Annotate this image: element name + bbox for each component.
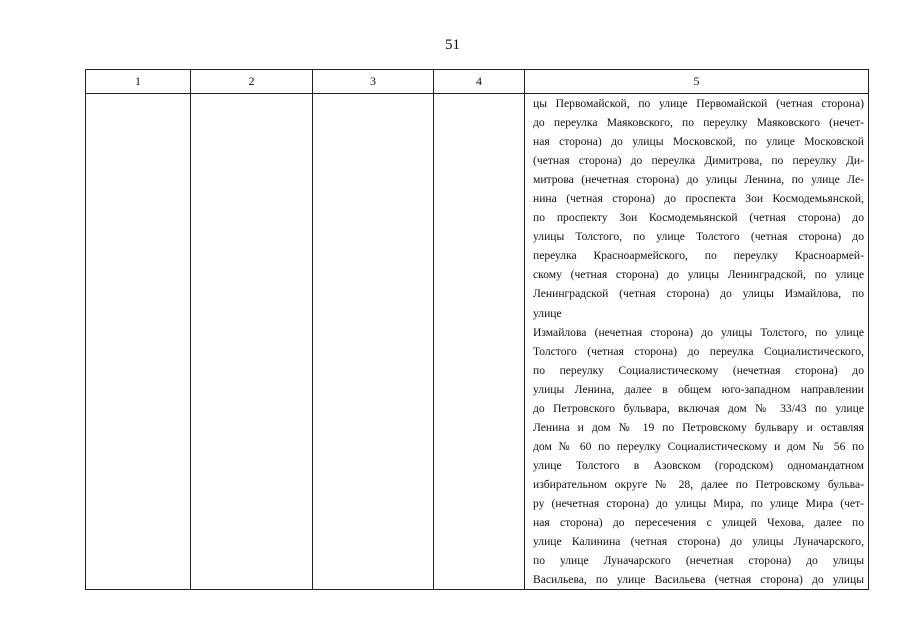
column-header-1: 1 (86, 70, 191, 94)
text-line: ная сторона) до пересечения с улицей Чехова, далее по (533, 516, 864, 530)
text-line: Васильева, по улице Васильева (четная сторона) до улицы (533, 573, 864, 587)
text-line: Толстого (четная сторона) до переулка Социалистического, (533, 344, 864, 358)
text-line: улице (533, 306, 562, 320)
table-cell-col3 (313, 94, 434, 590)
table-cell-col4 (434, 94, 525, 590)
text-line: Измайлова (нечетная сторона) до улицы Толстого, по улице (533, 325, 864, 339)
text-line: нина (четная сторона) до проспекта Зои Космодемьянской, (533, 192, 864, 206)
text-line: по проспекту Зои Космодемьянской (четная сторона) до (533, 211, 864, 225)
text-line: по переулку Социалистическому (нечетная сторона) до (533, 363, 864, 377)
column-header-5: 5 (525, 70, 869, 94)
column-header-4: 4 (434, 70, 525, 94)
table-cell-col5-boundary-description (525, 94, 869, 590)
text-line: избирательном округе № 28, далее по Петровскому бульва- (533, 477, 864, 491)
text-line: цы Первомайской, по улице Первомайской (четная сторона) (533, 97, 864, 110)
text-line: ру (нечетная сторона) до улицы Мира, по улице Мира (чет- (533, 496, 864, 510)
text-line: улицы Толстого, по улице Толстого (четная сторона) до (533, 230, 864, 244)
table-row (86, 94, 869, 590)
page-number: 51 (445, 37, 460, 53)
text-line: переулка Красноармейского, по переулку Красноармей- (533, 249, 864, 263)
text-line: улице Калинина (четная сторона) до улицы Луначарского, (533, 535, 864, 549)
text-line: Ленина и дом № 19 по Петровскому бульвару и оставляя (533, 420, 864, 434)
text-line: до Петровского бульвара, включая дом № 33/43 по улице (533, 401, 864, 415)
district-description-table (85, 69, 869, 590)
table-cell-col1 (86, 94, 191, 590)
table-cell-col2 (191, 94, 313, 590)
text-line: до переулка Маяковского, по переулку Маяковского (нечет- (533, 116, 864, 130)
column-header-2: 2 (191, 70, 313, 94)
table-header-row (86, 70, 869, 94)
text-line: Ленинградской (четная сторона) до улицы Измайлова, по (533, 287, 864, 301)
text-line: ная сторона) до улицы Московской, по улице Московской (533, 135, 864, 149)
text-line: по улице Луначарского (нечетная сторона) до улицы (533, 554, 864, 568)
text-line: улицы Ленина, далее в общем юго-западном направлении (533, 382, 864, 396)
text-line: улице Толстого в Азовском (городском) одномандатном (533, 458, 864, 472)
text-line: (четная сторона) до переулка Димитрова, по переулку Ди- (533, 154, 864, 168)
text-line: дом № 60 по переулку Социалистическому и дом № 56 по (533, 439, 864, 453)
column-header-3: 3 (313, 70, 434, 94)
text-line: скому (четная сторона) до улицы Ленинградской, по улице (533, 268, 864, 282)
text-line: митрова (нечетная сторона) до улицы Ленина, по улице Ле- (533, 173, 864, 187)
